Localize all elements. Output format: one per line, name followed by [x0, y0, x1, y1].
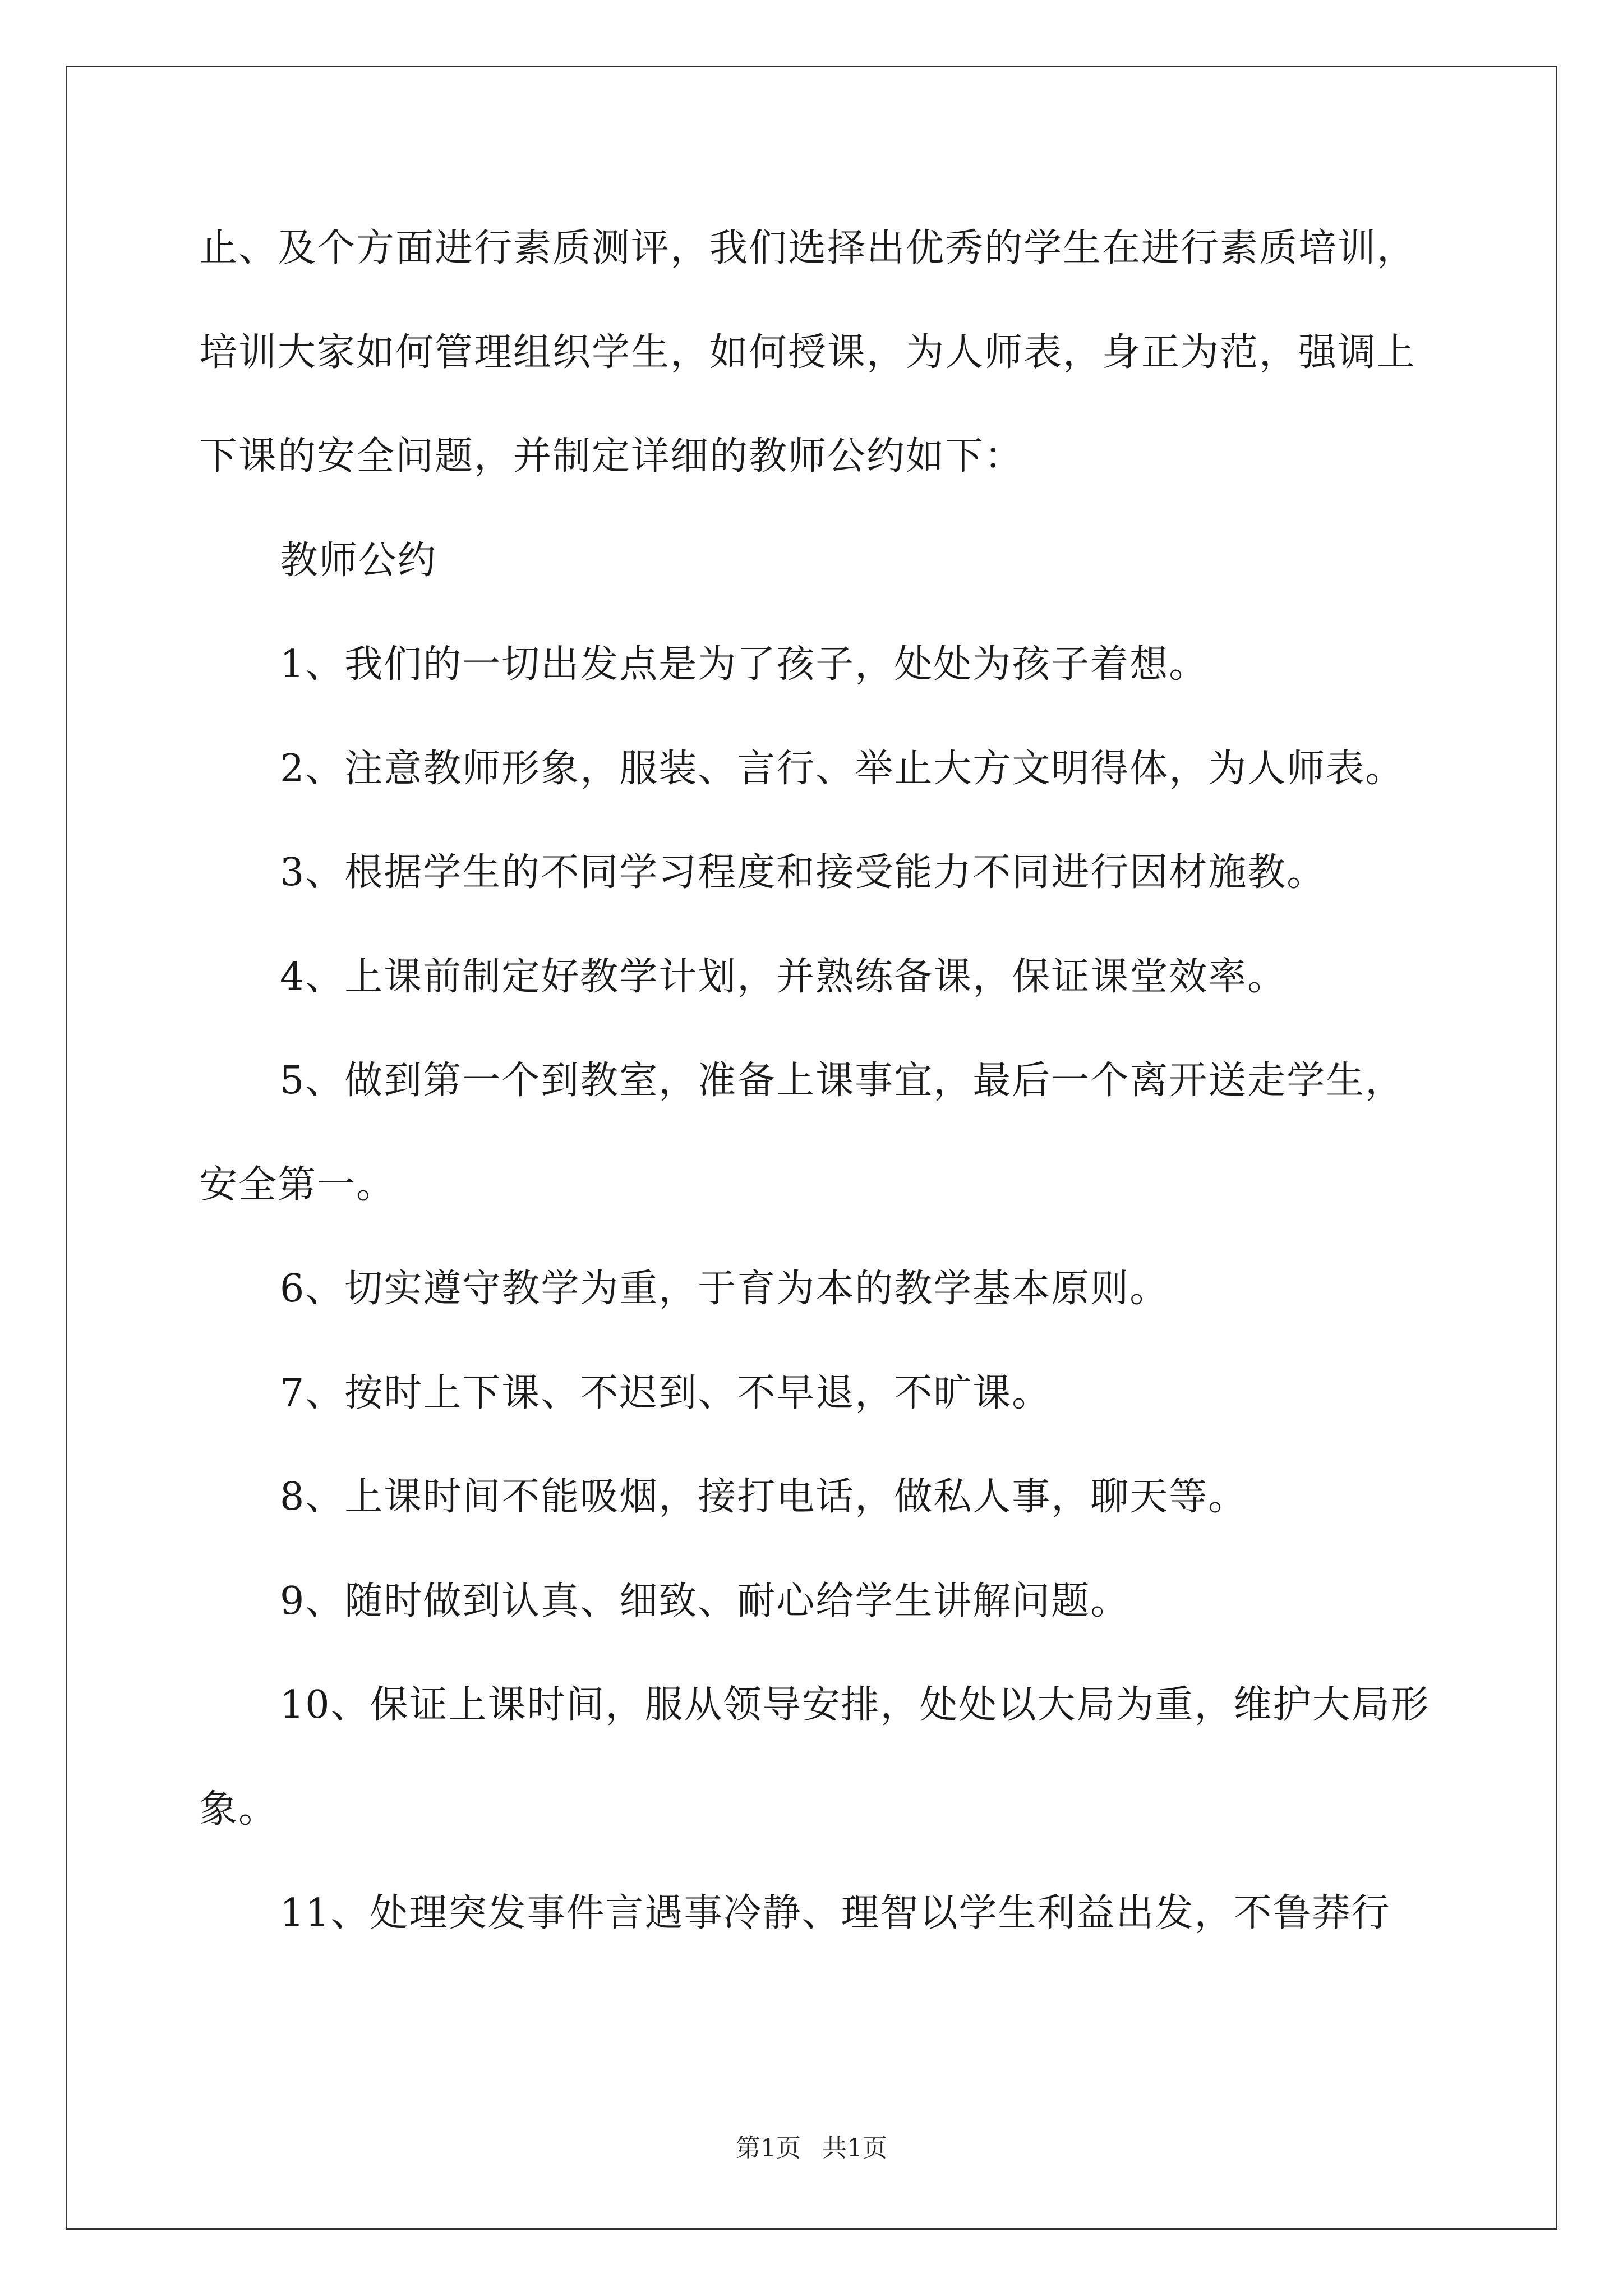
list-item: 4、上课前制定好教学计划，并熟练备课，保证课堂效率。 [280, 954, 1287, 999]
page-count: 共1页 [822, 2134, 887, 2162]
document-body [199, 196, 1438, 1966]
page-number: 第1页 [736, 2134, 801, 2162]
list-item: 3、根据学生的不同学习程度和接受能力不同进行因材施教。 [280, 850, 1326, 895]
page-footer [0, 2132, 1623, 2165]
list-item: 7、按时上下课、不迟到、不早退，不旷课。 [280, 1370, 1052, 1415]
list-item: 5、做到第一个到教室，准备上课事宜，最后一个离开送走学生，安全第一。 [199, 1059, 1405, 1207]
list-item: 11、处理突发事件言遇事冷静、理智以学生利益出发，不鲁莽行 [280, 1891, 1391, 1935]
list-item: 8、上课时间不能吸烟，接打电话，做私人事，聊天等。 [280, 1475, 1248, 1519]
list-item: 2、注意教师形象，服装、言行、举止大方文明得体，为人师表。 [280, 746, 1405, 791]
list-item: 10、保证上课时间，服从领导安排，处处以大局为重，维护大局形象。 [199, 1683, 1430, 1832]
paragraph-intro: 止、及个方面进行素质测评，我们选择出优秀的学生在进行素质培训，培训大家如何管理组织学生，如何授课，为人师表，身正为范，强调上下课的安全问题，并制定详细的教师公约如下： [199, 226, 1417, 478]
list-item: 1、我们的一切出发点是为了孩子，处处为孩子着想。 [280, 642, 1209, 687]
list-item: 9、随时做到认真、细致、耐心给学生讲解问题。 [280, 1579, 1130, 1623]
section-heading: 教师公约 [280, 538, 437, 583]
list-item: 6、切实遵守教学为重，于育为本的教学基本原则。 [280, 1267, 1169, 1311]
